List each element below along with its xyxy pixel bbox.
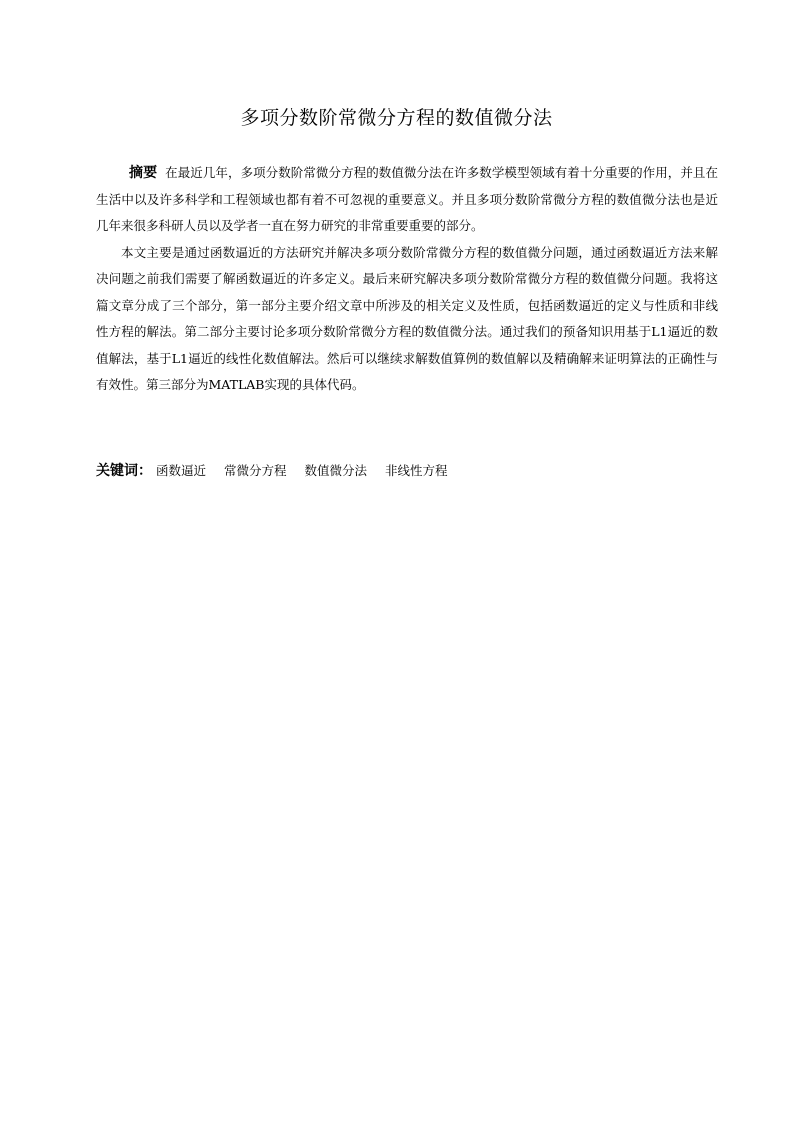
keywords-label: 关键词：	[96, 463, 152, 479]
document-title: 多项分数阶常微分方程的数值微分法	[240, 107, 553, 129]
keywords-section	[96, 460, 718, 482]
abstract-paragraph-1	[96, 160, 718, 240]
keyword-item: 函数逼近	[155, 463, 206, 478]
abstract-label: 摘要	[129, 165, 158, 181]
abstract-paragraph-2: 本文主要是通过函数逼近的方法研究并解决多项分数阶常微分方程的数值微分问题，通过函数逼近方法来解决问题之前我们需要了解函数逼近的许多定义。最后来研究解决多项分数阶常微分方程的数值微分问题。我将这篇文章分成了三个部分，第一部分主要介绍文章中所涉及的相关定义及性质，包括函数逼近的定义与性质和非线性方程的解法。第二部分主要讨论多项分数阶常微分方程的数值微分法。通过我们的预备知识用基于L1逼近的数值解法，基于L1逼近的线性化数值解法。然后可以继续求解数值算例的数值解以及精确解来证明算法的正确性与有效性。第三部分为MATLAB实现的具体代码。	[96, 244, 718, 392]
abstract-paragraph-1-text: 在最近几年，多项分数阶常微分方程的数值微分法在许多数学模型领域有着十分重要的作用，并且在生活中以及许多科学和工程领域也都有着不可忽视的重要意义。并且多项分数阶常微分方程的数值微分法也是近几年来很多科研人员以及学者一直在努力研究的非常重要重要的部分。	[96, 165, 718, 233]
keyword-item: 非线性方程	[384, 463, 448, 478]
keyword-item: 数值微分法	[304, 463, 367, 478]
keyword-item: 常微分方程	[223, 463, 287, 478]
abstract-section	[96, 160, 718, 399]
